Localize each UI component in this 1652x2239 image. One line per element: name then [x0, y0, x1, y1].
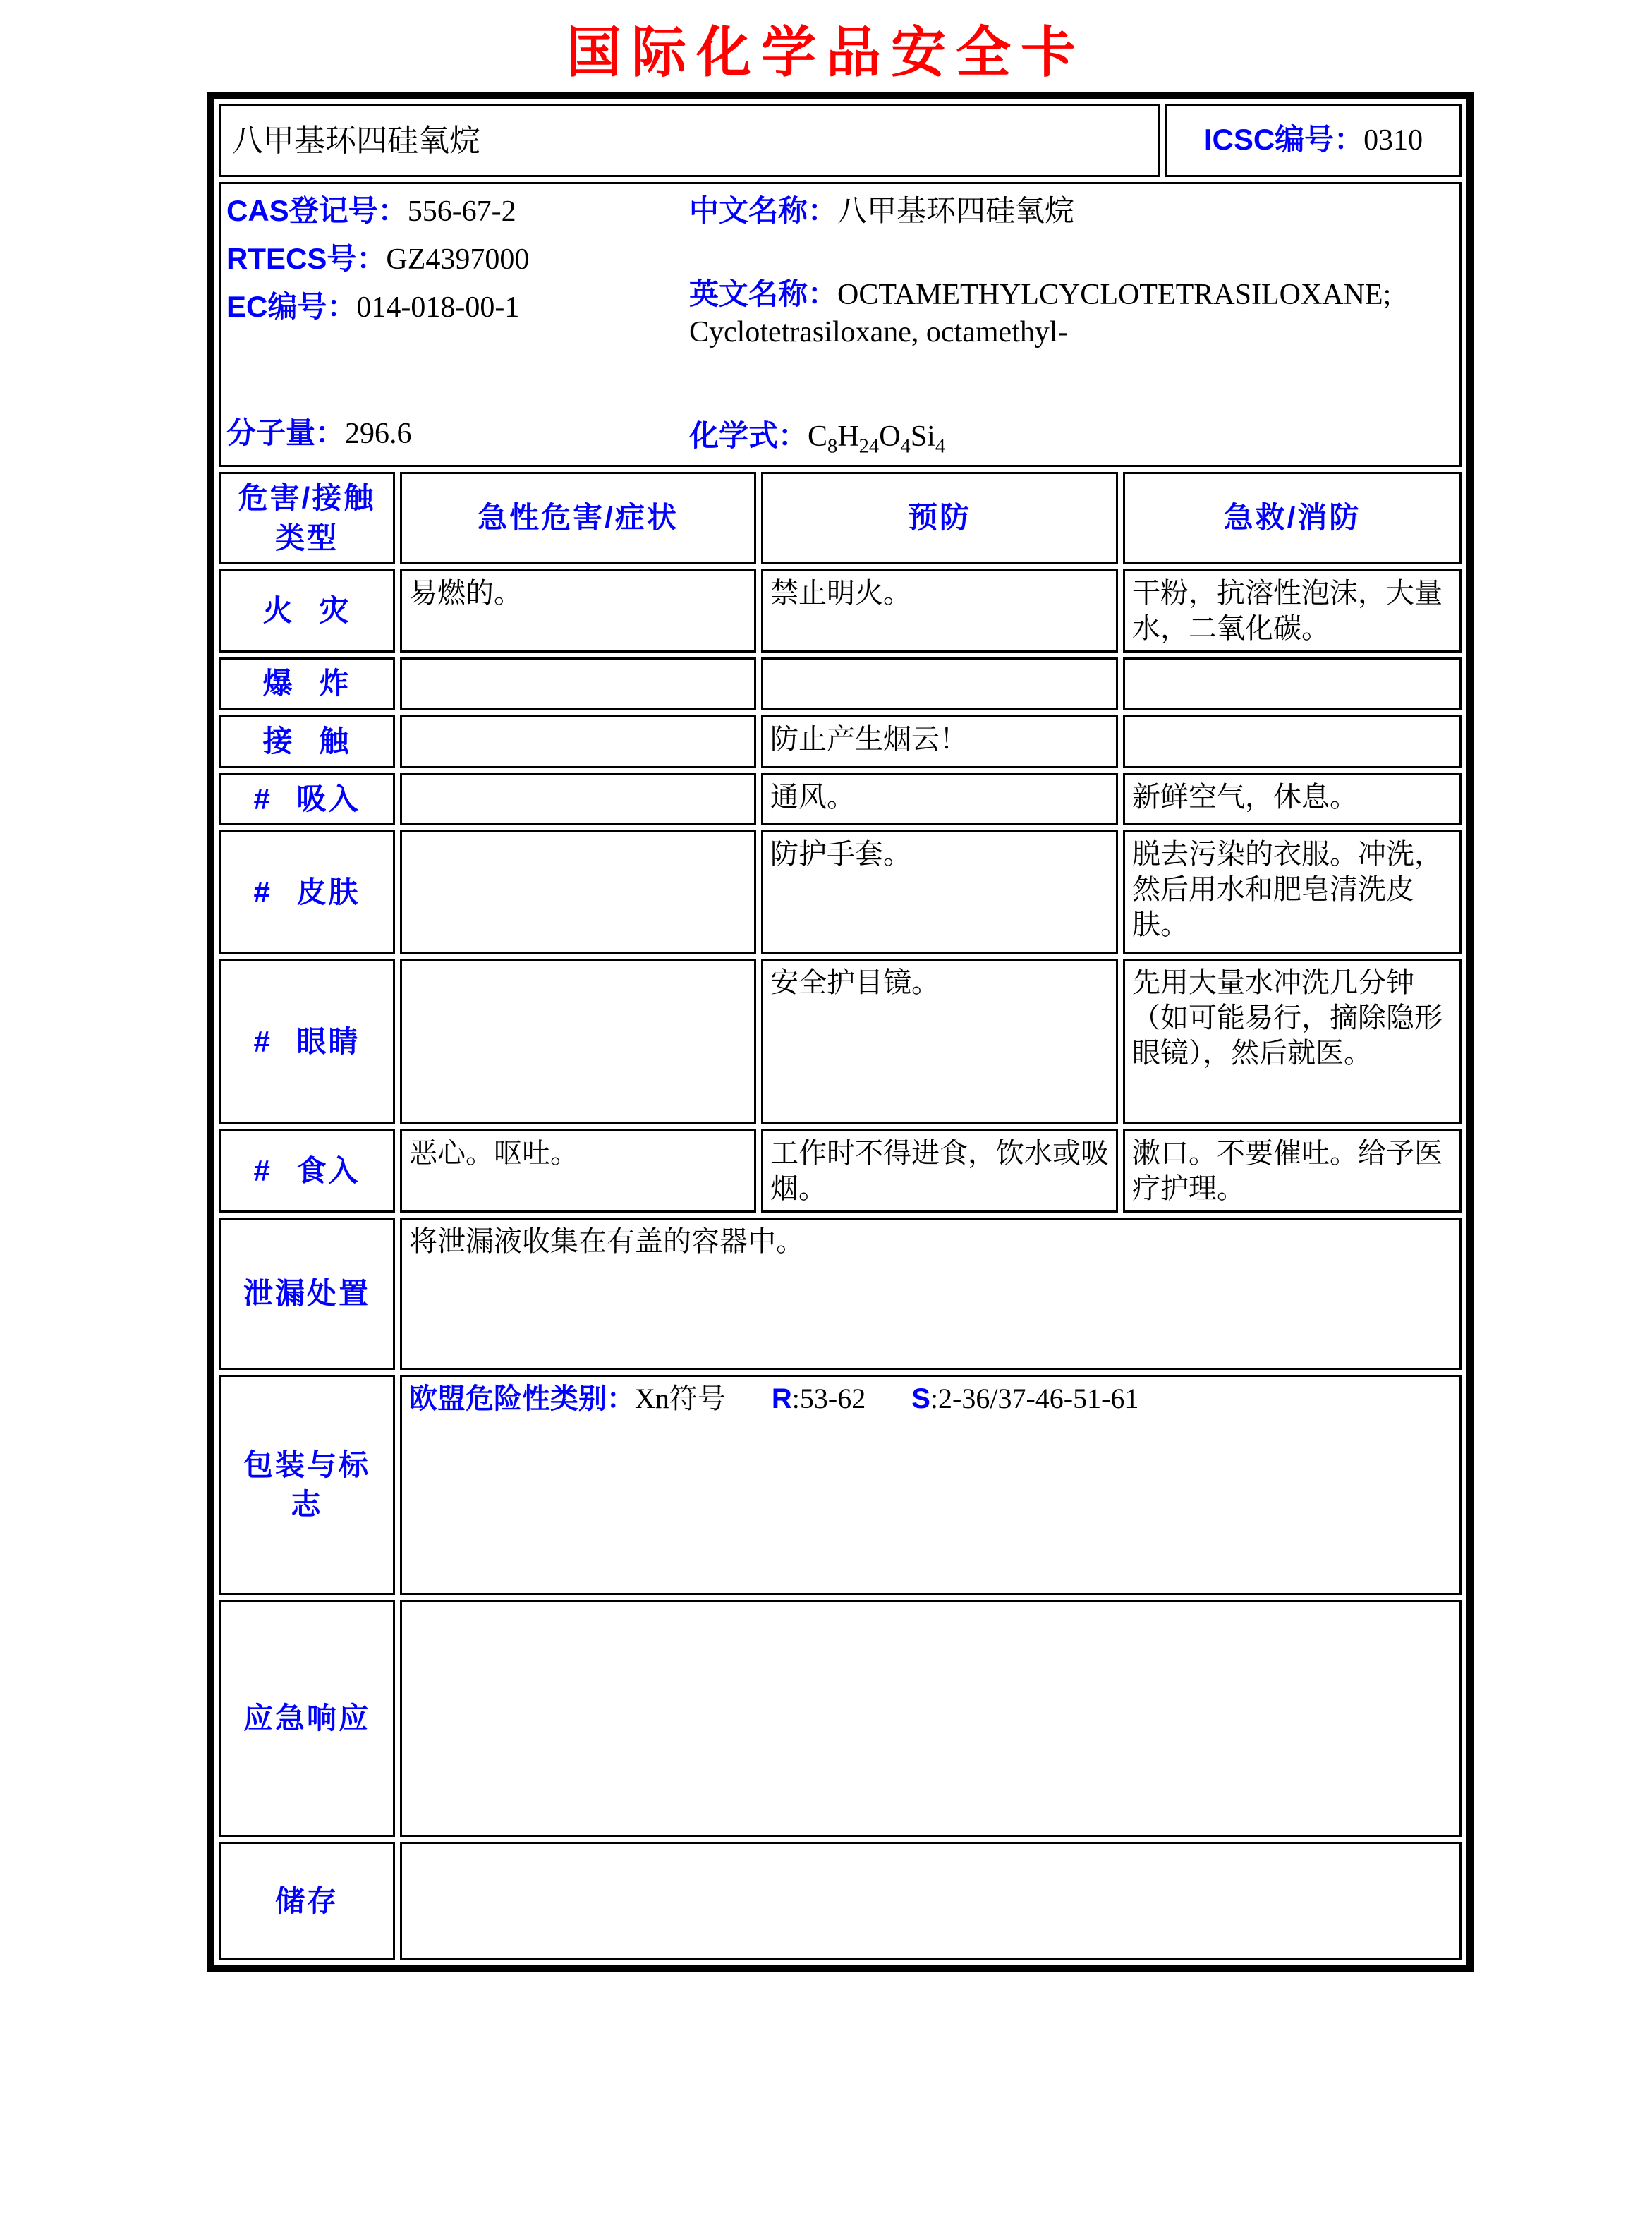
inhalation-prevention: 通风。: [761, 773, 1118, 826]
eyes-prevention: 安全护目镜。: [761, 959, 1118, 1124]
row-label-eyes: # 眼睛: [219, 959, 395, 1124]
en-name-value-line1: OCTAMETHYLCYCLOTETRASILOXANE;: [837, 279, 1392, 311]
en-name-label: 英文名称：: [689, 277, 838, 310]
explosion-response: [1123, 657, 1462, 710]
molecular-weight-line: [226, 415, 412, 453]
table-row-spill: [219, 1218, 1462, 1370]
ec-value: 014-018-00-1: [356, 291, 520, 324]
row-label-inhalation: # 吸入: [219, 773, 395, 826]
eu-hazard-class-group: [409, 1383, 726, 1414]
table-row-inhalation: [219, 773, 1462, 826]
icsc-value: 0310: [1363, 124, 1423, 157]
row-label-storage: 储存: [219, 1842, 395, 1960]
exposure-symptoms: [400, 715, 756, 768]
row-label-exposure: 接 触: [219, 715, 395, 768]
ingestion-symptoms: 恶心。呕吐。: [400, 1129, 756, 1213]
chemical-formula-line: [689, 418, 945, 456]
emergency-content: [400, 1600, 1462, 1837]
exposure-prevention: 防止产生烟云！: [761, 715, 1118, 768]
row-label-packaging: 包装与标志: [219, 1375, 395, 1595]
eyes-symptoms: [400, 959, 756, 1124]
header-table: [214, 99, 1466, 472]
en-name-line: [689, 276, 1454, 351]
rtecs-label: RTECS号：: [226, 242, 387, 275]
row-label-emergency: 应急响应: [219, 1600, 395, 1837]
col-header-acute-symptoms: 急性危害/症状: [400, 472, 756, 564]
chemical-formula-label: 化学式：: [689, 418, 808, 452]
storage-content: [400, 1842, 1462, 1960]
s-phrase-group: [911, 1383, 1138, 1414]
row-label-spill: 泄漏处置: [219, 1218, 395, 1370]
rtecs-line: [226, 241, 529, 279]
spill-content: 将泄漏液收集在有盖的容器中。: [400, 1218, 1462, 1370]
icsc-label: ICSC编号：: [1203, 123, 1364, 157]
row-label-ingestion: # 食入: [219, 1129, 395, 1213]
ec-label: EC编号：: [226, 290, 357, 323]
molecular-weight-value: 296.6: [345, 417, 412, 450]
row-label-skin: # 皮肤: [219, 830, 395, 954]
skin-symptoms: [400, 830, 756, 954]
chemical-name-cn: 八甲基环四硅氧烷: [219, 104, 1160, 177]
ingestion-response: 漱口。不要催吐。给予医疗护理。: [1123, 1129, 1462, 1213]
row-label-fire: 火 灾: [219, 569, 395, 653]
skin-response: 脱去污染的衣服。冲洗，然后用水和肥皂清洗皮肤。: [1123, 830, 1462, 954]
eu-hazard-symbol: Xn符号: [635, 1383, 726, 1415]
table-row-explosion: [219, 657, 1462, 710]
explosion-prevention: [761, 657, 1118, 710]
page-title: 国际化学品安全卡: [566, 21, 1086, 83]
fire-symptoms: 易燃的。: [400, 569, 756, 653]
packaging-content: [400, 1375, 1462, 1595]
eu-hazard-class-label: 欧盟危险性类别：: [409, 1383, 635, 1415]
molecular-weight-label: 分子量：: [226, 415, 346, 449]
r-phrase-value: :53-62: [791, 1383, 866, 1415]
en-name-value-line2: Cyclotetrasiloxane, octamethyl-: [689, 315, 1068, 348]
explosion-symptoms: [400, 657, 756, 710]
table-row-skin: [219, 830, 1462, 954]
col-header-hazard-type: 危害/接触类型: [219, 472, 395, 564]
cas-value: 556-67-2: [407, 195, 516, 228]
hazard-table: [214, 467, 1466, 1965]
name-row: [219, 104, 1462, 177]
icsc-cell: [1165, 104, 1462, 177]
skin-prevention: 防护手套。: [761, 830, 1118, 954]
rtecs-value: GZ4397000: [386, 243, 530, 276]
r-phrase-group: [772, 1383, 866, 1414]
inhalation-symptoms: [400, 773, 756, 826]
s-phrase-value: :2-36/37-46-51-61: [930, 1383, 1139, 1415]
identification-cell: [219, 182, 1462, 467]
table-row-storage: [219, 1842, 1462, 1960]
ingestion-prevention: 工作时不得进食，饮水或吸烟。: [761, 1129, 1118, 1213]
fire-prevention: 禁止明火。: [761, 569, 1118, 653]
cas-label: CAS登记号：: [226, 194, 408, 227]
table-row-packaging: [219, 1375, 1462, 1595]
col-header-prevention: 预防: [761, 472, 1118, 564]
r-phrase-label: R: [771, 1383, 792, 1415]
row-label-explosion: 爆 炸: [219, 657, 395, 710]
hazard-header-row: [219, 472, 1462, 564]
cn-name-line: [689, 193, 1454, 231]
table-row-fire: [219, 569, 1462, 653]
safety-card: [207, 92, 1474, 1972]
cn-name-label: 中文名称：: [689, 194, 838, 227]
chemical-formula-value: $C_8H_{24}O_4Si_4$: [808, 420, 946, 457]
s-phrase-label: S: [911, 1383, 930, 1415]
exposure-response: [1123, 715, 1462, 768]
cas-line: [226, 193, 516, 231]
identification-row: [219, 182, 1462, 467]
col-header-first-aid: 急救/消防: [1123, 472, 1462, 564]
ec-line: [226, 289, 519, 327]
table-row-ingestion: [219, 1129, 1462, 1213]
eyes-response: 先用大量水冲洗几分钟（如可能易行，摘除隐形眼镜），然后就医。: [1123, 959, 1462, 1124]
fire-response: 干粉，抗溶性泡沫，大量水，二氧化碳。: [1123, 569, 1462, 653]
table-row-emergency: [219, 1600, 1462, 1837]
cn-name-value: 八甲基环四硅氧烷: [837, 195, 1075, 228]
table-row-exposure: [219, 715, 1462, 768]
table-row-eyes: [219, 959, 1462, 1124]
inhalation-response: 新鲜空气，休息。: [1123, 773, 1462, 826]
